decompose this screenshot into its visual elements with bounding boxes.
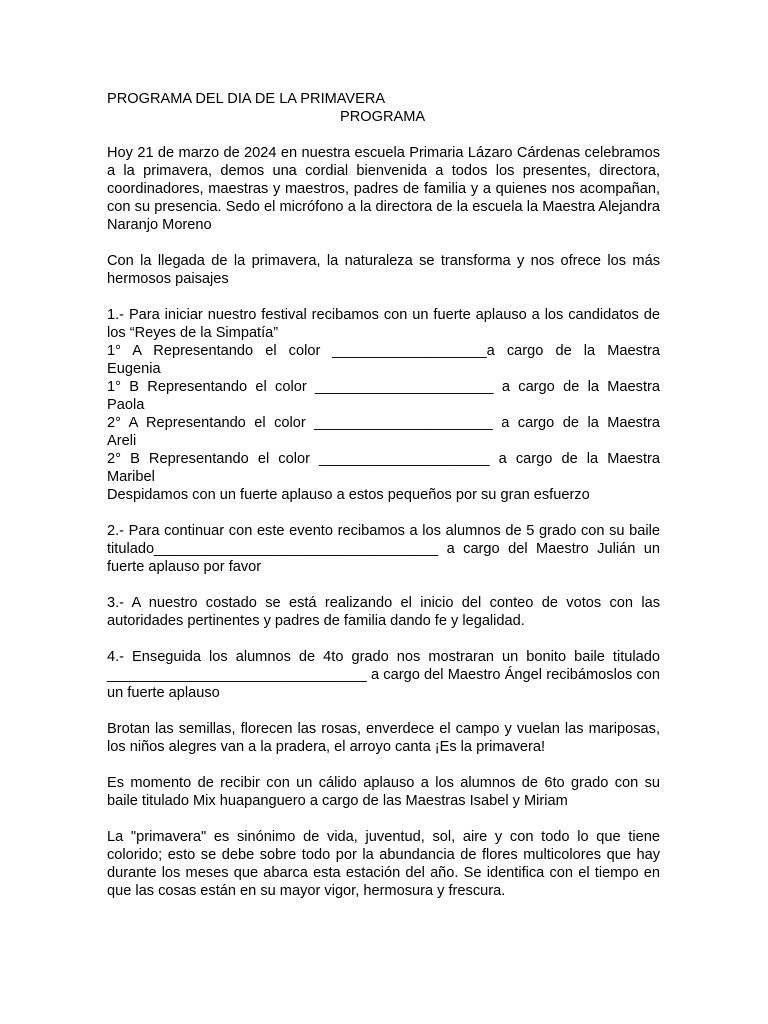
item3-paragraph: 3.- A nuestro costado se está realizando el inicio del conteo de votos con las autoridades pertinentes y padres de familia dando fe y legalidad. [107, 595, 660, 629]
candidates-list [107, 342, 660, 486]
candidate-line: 2° B Representando el color _____________________ a cargo de la Maestra [107, 451, 660, 467]
document-subtitle: PROGRAMA [340, 109, 426, 125]
spring-intro-paragraph: Con la llegada de la primavera, la naturaleza se transforma y nos ofrece los más hermosos paisajes [107, 253, 660, 287]
candidate-line: 1° B Representando el color ______________________ a cargo de la Maestra [107, 379, 660, 395]
poem-paragraph: Brotan las semillas, florecen las rosas, enverdece el campo y vuelan las mariposas, los niños alegres van a la pradera, el arroyo canta ¡Es la primavera! [107, 721, 660, 755]
item1-close-paragraph: Despidamos con un fuerte aplauso a estos pequeños por su gran esfuerzo [107, 487, 590, 503]
candidate-teacher: Areli [107, 433, 137, 449]
document-page [107, 90, 660, 900]
item2-paragraph: 2.- Para continuar con este evento recibamos a los alumnos de 5 grado con su baile titulado___________________________________ a cargo del Maestro Julián un fuerte aplauso por favor [107, 523, 660, 575]
document-title: PROGRAMA DEL DIA DE LA PRIMAVERA [107, 91, 386, 107]
item1-intro-paragraph: 1.- Para iniciar nuestro festival recibamos con un fuerte aplauso a los candidatos de los “Reyes de la Simpatía” [107, 307, 660, 341]
intro-paragraph: Hoy 21 de marzo de 2024 en nuestra escuela Primaria Lázaro Cárdenas celebramos a la primavera, demos una cordial bienvenida a todos los presentes, directora, coordinadores, maestras y maestros, padres de familia y a quienes nos acompañan, con su presencia. Sedo el micrófono a la directora de la escuela la Maestra Alejandra Naranjo Moreno [107, 145, 660, 233]
candidate-line: 1° A Representando el color ___________________a cargo de la Maestra [107, 343, 660, 359]
item5-paragraph: Es momento de recibir con un cálido aplauso a los alumnos de 6to grado con su baile titulado Mix huapanguero a cargo de las Maestras Isabel y Miriam [107, 775, 660, 809]
candidate-line: 2° A Representando el color ______________________ a cargo de la Maestra [107, 415, 660, 431]
item4-paragraph: 4.- Enseguida los alumnos de 4to grado nos mostraran un bonito baile titulado ________________________________ a cargo del Maestro Ángel recibámoslos con un fuerte aplauso [107, 649, 660, 701]
candidate-teacher: Eugenia [107, 361, 161, 377]
candidate-teacher: Paola [107, 397, 145, 413]
closing-paragraph: La "primavera" es sinónimo de vida, juventud, sol, aire y con todo lo que tiene colorido; esto se debe sobre todo por la abundancia de flores multicolores que hay durante los meses que abarca esta estación del año. Se identifica con el tiempo en que las cosas están en su mayor vigor, hermosura y frescura. [107, 829, 660, 899]
candidate-teacher: Maribel [107, 469, 155, 485]
